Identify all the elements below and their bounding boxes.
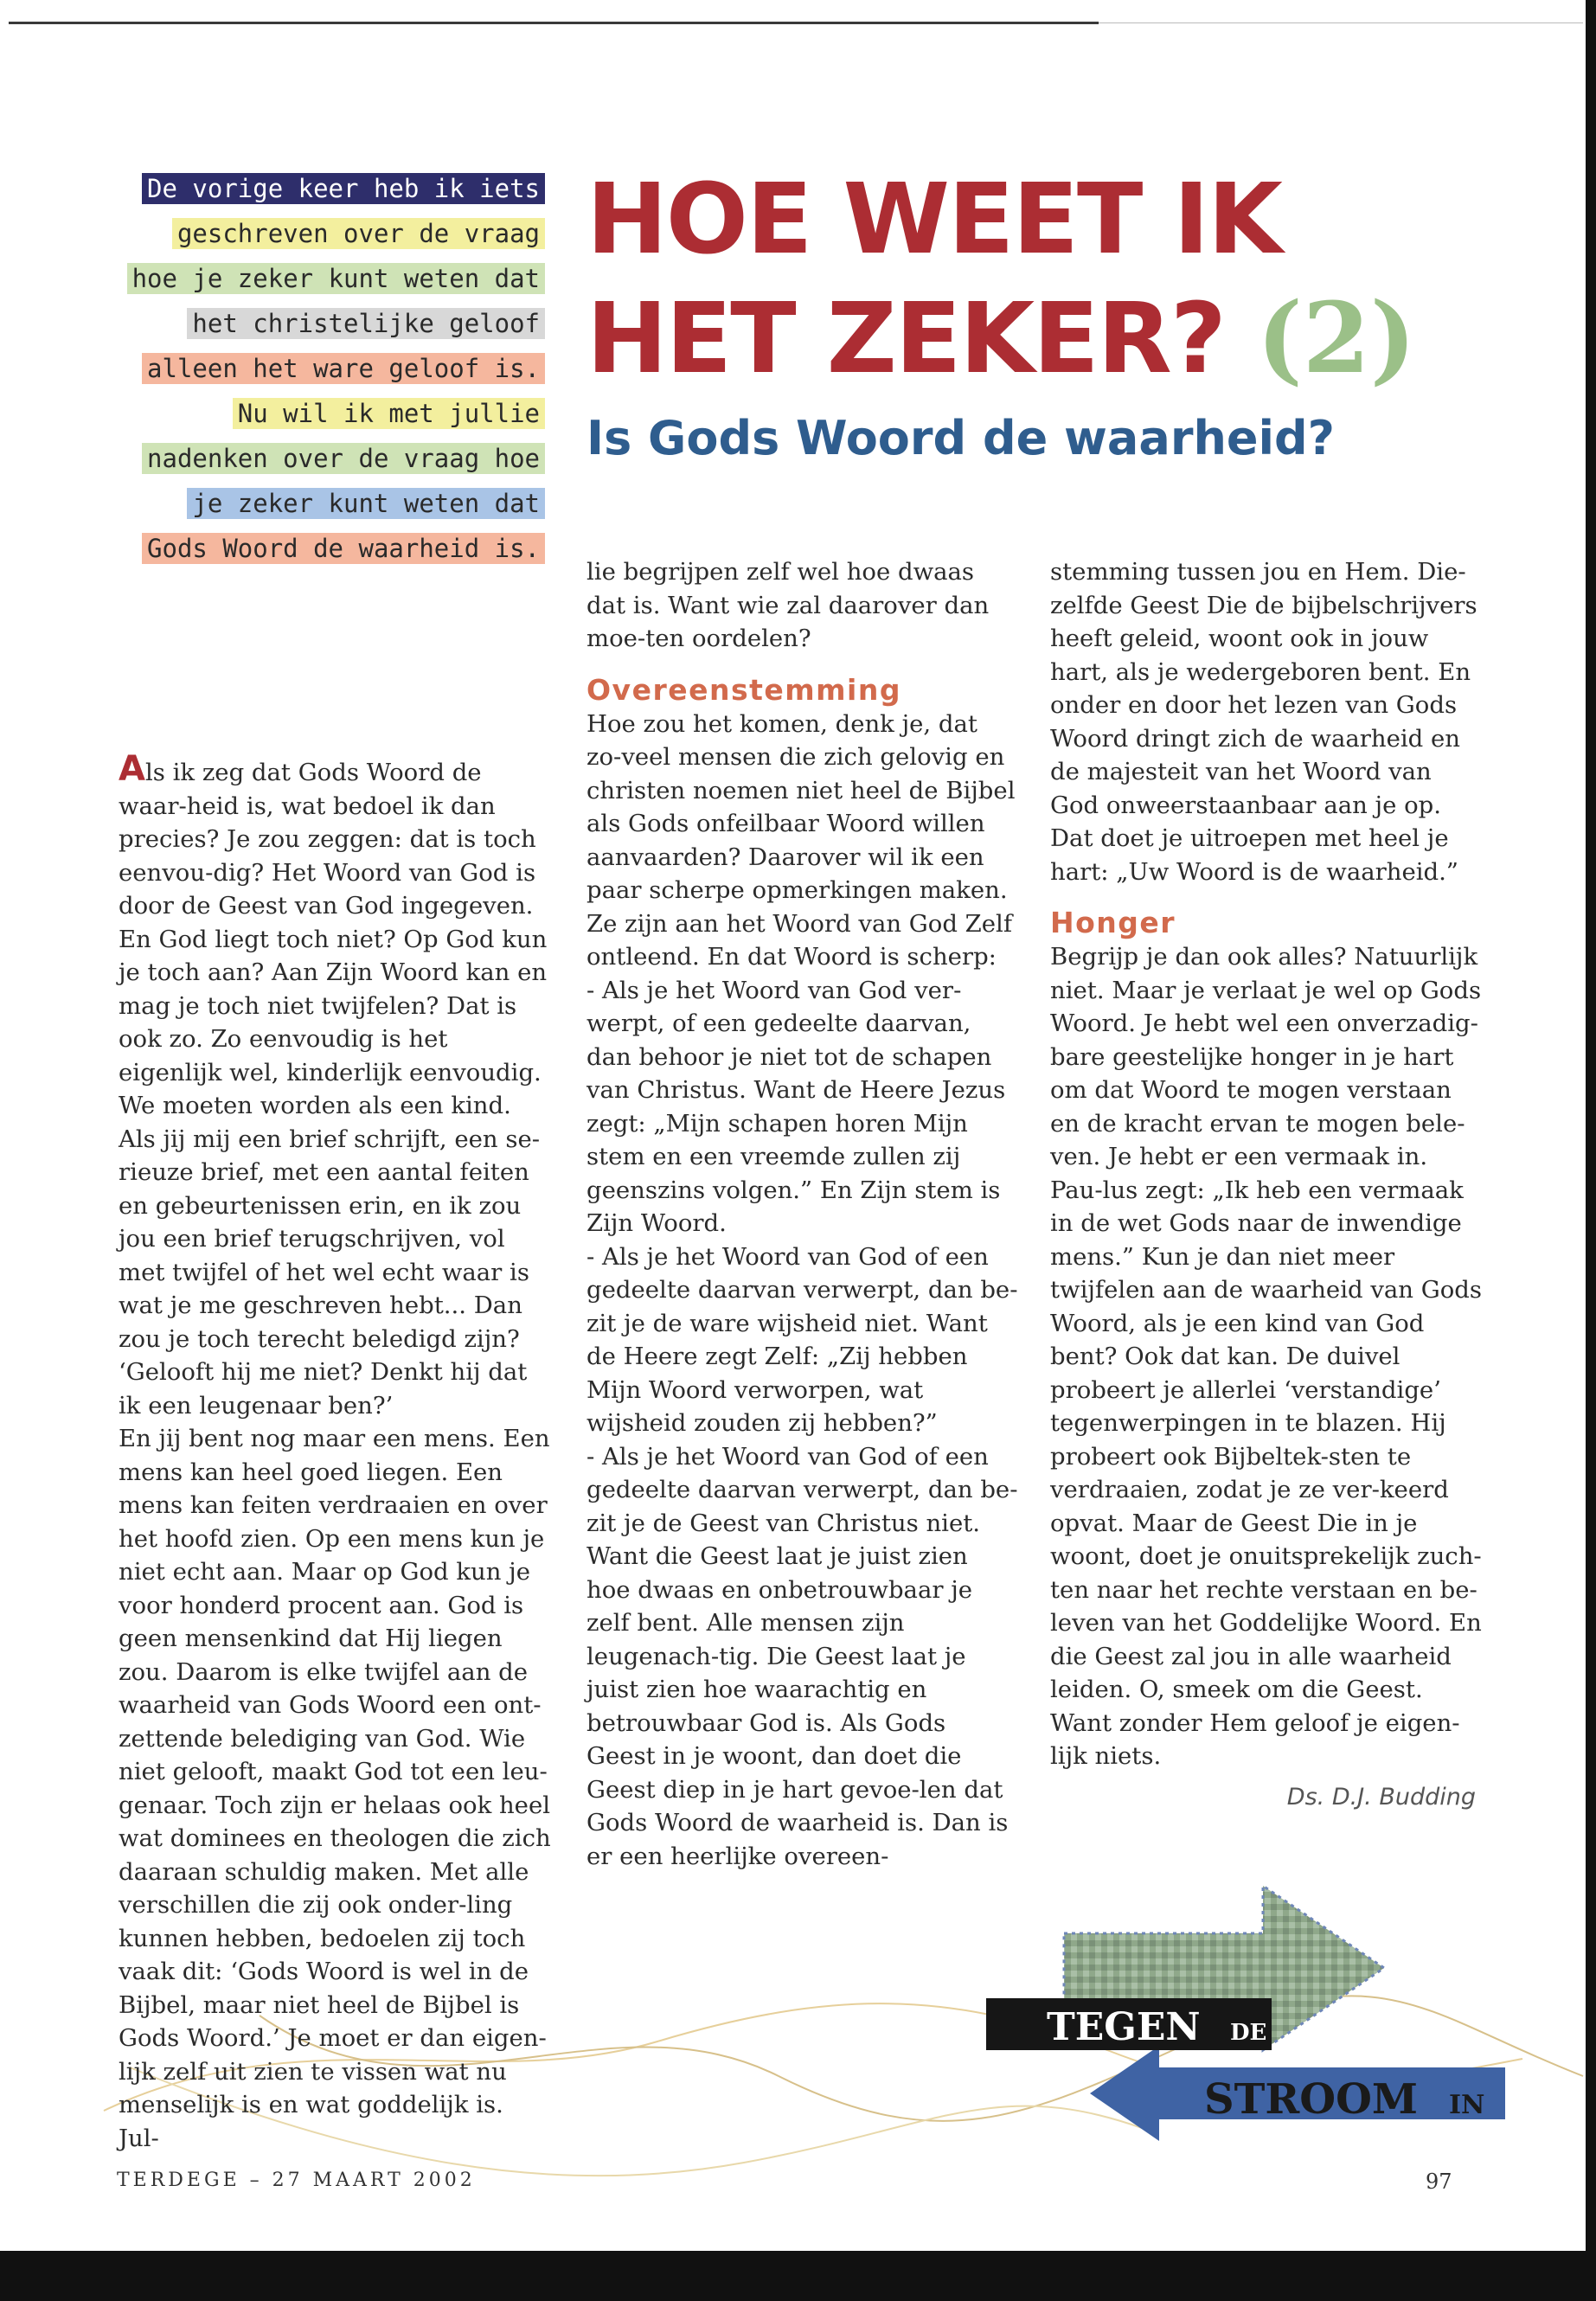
- stroom-text: STROOM: [1204, 2075, 1419, 2124]
- page-edge: [1586, 0, 1596, 2301]
- paragraph: - Als je het Woord van God ver-werpt, of een gedeelte daarvan, dan behoor je niet tot de schapen van Christus. Want de Heere Jezus zegt: „Mijn schapen horen Mijn stem en een vreemde zullen zij geenszins volgen.” En Zijn stem is Zijn Woord.: [586, 976, 1006, 1237]
- intro-line: [121, 173, 545, 204]
- paragraph: - Als je het Woord van God of een gedeelte daarvan verwerpt, dan be-zit je de Geest van Christus niet. Want die Geest laat je juist zien hoe dwaas en onbetrouwbaar je zelf bent. Alle mensen zijn leugenach-tig. Die Geest laat je juist zien hoe waarachtig en betrouwbaar God is. Als Gods Geest in je woont, dan doet die Geest diep in je hart gevoe-len dat Gods Woord de waarheid is. Dan is er een heerlijke overeen-: [586, 1442, 1018, 1870]
- intro-line: [121, 533, 545, 564]
- intro-line: [121, 443, 545, 474]
- title-line-1: HOE WEET IK: [586, 163, 1281, 276]
- intro-line-text: alleen het ware geloof is.: [142, 353, 545, 384]
- paragraph: lie begrijpen zelf wel hoe dwaas dat is. Want wie zal daarover dan moe-ten oordelen?: [586, 558, 990, 652]
- intro-line-text: De vorige keer heb ik iets: [142, 173, 545, 204]
- title-number: (2): [1256, 282, 1416, 395]
- top-rule-thin: [1099, 22, 1583, 23]
- bottom-edge: [0, 2251, 1596, 2301]
- article-subtitle: Is Gods Woord de waarheid?: [586, 411, 1336, 465]
- intro-line: [121, 263, 545, 294]
- paragraph: En jij bent nog maar een mens. Een mens kan heel goed liegen. Een mens kan feiten verdraaien en over het hoofd zien. Op een mens kun je niet echt aan. Maar op God kun je voor honderd procent aan. God is geen mensenkind dat Hij liegen zou. Daarom is elke twijfel aan de waarheid van Gods Woord een ont-zettende belediging van God. Wie niet gelooft, maakt God tot een leu-genaar. Toch zijn er helaas ook heel wat dominees en theologen die zich daaraan schuldig maken. Met alle verschillen die zij ook onder-ling kunnen hebben, bedoelen zij toch vaak dit: ‘Gods Woord is wel in de Bijbel, maar niet heel de Bijbel is Gods Woord.’ Je moet er dan eigen-lijk zelf uit zien te vissen wat nu menselijk is en wat goddelijk is. Jul-: [119, 1425, 551, 2152]
- intro-line-text: hoe je zeker kunt weten dat: [127, 263, 545, 294]
- tegen-de-stroom-in-logo: [986, 1886, 1505, 2145]
- title-line-2: HET ZEKER?: [586, 283, 1225, 395]
- paragraph: Als jij mij een brief schrijft, een se-rieuze brief, met een aantal feiten en gebeurtenissen erin, en ik zou jou een brief terugschrijven, vol met twijfel of het wel echt waar is wat je me geschreven hebt... Dan zou je toch terecht beledigd zijn? ‘Gelooft hij me niet? Denkt hij dat ik een leugenaar ben?’: [119, 1125, 541, 1420]
- in-text: IN: [1449, 2090, 1485, 2120]
- de-text: DE: [1230, 2020, 1267, 2046]
- intro-line-text: het christelijke geloof: [187, 308, 545, 339]
- paragraph: - Als je het Woord van God of een gedeelte daarvan verwerpt, dan be-zit je de ware wijsheid niet. Want de Heere zegt Zelf: „Zij hebben Mijn Woord verworpen, wat wijsheid zouden zij hebben?”: [586, 1242, 1018, 1437]
- author-signature: Ds. D.J. Budding: [1286, 1784, 1476, 1811]
- intro-line: [121, 488, 545, 519]
- article-title: [586, 160, 1521, 399]
- paragraph-text: ls ik zeg dat Gods Woord de waar-heid is, wat bedoel ik dan precies? Je zou zeggen: dat is toch eenvou-dig? Het Woord van God is door de Geest van God ingegeven. En God liegt toch niet? Op God kun je toch aan? Aan Zijn Woord kan en mag je toch niet twijfelen? Dat is ook zo. Zo eenvoudig is het eigenlijk wel, kinderlijk eenvoudig. We moeten worden als een kind.: [119, 759, 548, 1119]
- intro-text: [121, 173, 545, 578]
- intro-line-text: nadenken over de vraag hoe: [142, 443, 545, 474]
- top-rule: [9, 22, 1099, 24]
- intro-line: [121, 353, 545, 384]
- intro-line-text: je zeker kunt weten dat: [187, 488, 545, 519]
- intro-line: [121, 218, 545, 249]
- drop-cap: A: [119, 749, 145, 789]
- footer-publication: TERDEGE – 27 MAART 2002: [117, 2170, 476, 2191]
- column-1: [119, 749, 551, 2155]
- column-3: [1050, 555, 1483, 1773]
- page-number: 97: [1426, 2170, 1452, 2194]
- paragraph: Hoe zou het komen, denk je, dat zo-veel mensen die zich gelovig en christen noemen niet heel de Bijbel als Gods onfeilbaar Woord willen aanvaarden? Daarover wil ik een paar scherpe opmerkingen maken. Ze zijn aan het Woord van God Zelf ontleend. En dat Woord is scherp:: [586, 709, 1016, 971]
- column-2: [586, 555, 1019, 1873]
- subheading-overeenstemming: Overeenstemming: [586, 672, 901, 707]
- intro-line-text: Gods Woord de waarheid is.: [142, 533, 545, 564]
- paragraph: [119, 749, 551, 1123]
- tegen-text: TEGEN: [1047, 2005, 1201, 2049]
- intro-line-text: geschreven over de vraag: [172, 218, 545, 249]
- intro-line-text: Nu wil ik met jullie: [233, 398, 545, 429]
- intro-line: [121, 398, 545, 429]
- intro-line: [121, 308, 545, 339]
- paragraph: Begrijp je dan ook alles? Natuurlijk niet. Maar je verlaat je wel op Gods Woord. Je hebt wel een onverzadig-bare geestelijke honger in je hart om dat Woord te mogen verstaan en de kracht ervan te mogen bele-ven. Je hebt er een vermaak in. Pau-lus zegt: „Ik heb een vermaak in de wet Gods naar de inwendige mens.” Kun je dan niet meer twijfelen aan de waarheid van Gods Woord, als je een kind van God bent? Ook dat kan. De duivel probeert je allerlei ‘verstandige’ tegenwerpingen in te blazen. Hij probeert ook Bijbeltek-sten te verdraaien, zodat je ze ver-keerd opvat. Maar de Geest Die in je woont, doet je onuitsprekelijk zuch-ten naar het rechte verstaan en be-leven van het Goddelijke Woord. En die Geest zal jou in alle waarheid leiden. O, smeek om die Geest. Want zonder Hem geloof je eigen-lijk niets.: [1050, 943, 1482, 1770]
- paragraph: stemming tussen jou en Hem. Die-zelfde Geest Die de bijbelschrijvers heeft geleid, woont ook in jouw hart, als je wedergeboren bent. En onder en door het lezen van Gods Woord dringt zich de waarheid en de majesteit van het Woord van God onweerstaanbaar aan je op. Dat doet je uitroepen met heel je hart: „Uw Woord is de waarheid.”: [1050, 558, 1477, 886]
- subheading-honger: Honger: [1050, 906, 1176, 939]
